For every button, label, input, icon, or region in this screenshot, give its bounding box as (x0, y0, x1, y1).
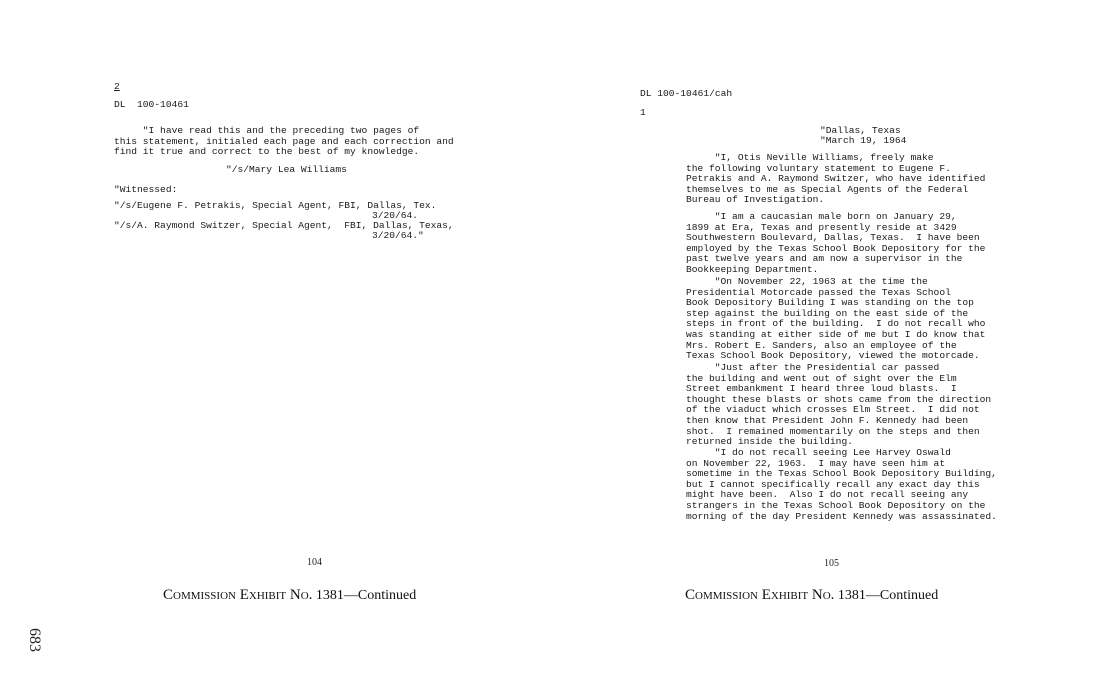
right-page-number: 105 (824, 558, 839, 569)
right-page-mark: 1 (640, 107, 646, 118)
witness-1: "/s/Eugene F. Petrakis, Special Agent, FBI, Dallas, Tex. (114, 200, 437, 211)
left-page-number: 104 (307, 557, 322, 568)
left-statement: "I have read this and the preceding two pages of this statement, initialed each page and each correction and find it true and correct to the best of my knowledge. (114, 125, 454, 158)
right-file-number: DL 100-10461/cah (640, 88, 733, 99)
left-caption (163, 587, 416, 604)
left-caption-suffix: 1381—Continued (312, 588, 417, 603)
left-page-mark: 2 (114, 81, 120, 92)
statement-date: "March 19, 1964 (820, 135, 907, 146)
witness-2: "/s/A. Raymond Switzer, Special Agent, FBI, Dallas, Texas, (114, 220, 454, 231)
left-signature: "/s/Mary Lea Williams (226, 164, 347, 175)
statement-place: "Dallas, Texas (820, 125, 901, 136)
right-caption-prefix: Commission Exhibit No. (685, 587, 835, 603)
left-file-number: DL 100-10461 (114, 99, 189, 110)
witness-2-date: 3/20/64." (372, 230, 424, 241)
left-caption-prefix: Commission Exhibit No. (163, 587, 313, 603)
right-caption (685, 587, 938, 604)
statement-paragraph-2: "I am a caucasian male born on January 29, 1899 at Era, Texas and presently reside at 3429 Southwestern Boulevard, Dallas, Texas. I have been employed by the Texas School Book Depository for the past twelve years and am now a supervisor in the Bookkeeping Department. (686, 211, 986, 275)
witness-1-date: 3/20/64. (372, 210, 419, 221)
witnessed-label: "Witnessed: (114, 184, 178, 195)
statement-paragraph-4: "Just after the Presidential car passed the building and went out of sight over the Elm Street embankment I heard three loud blasts. I thought these blasts or shots came from the direction of the viaduct which crosses Elm Street. I did not then know that President John F. Kennedy had been shot. I remained momentarily on the steps and then returned inside the building. (686, 362, 992, 448)
right-caption-suffix: 1381—Continued (834, 588, 939, 603)
statement-paragraph-1: "I, Otis Neville Williams, freely make the following voluntary statement to Eugene F. Petrakis and A. Raymond Switzer, who have identified themselves to me as Special Agents of the Federal Bureau of Investigation. (686, 152, 986, 206)
statement-paragraph-3: "On November 22, 1963 at the time the Presidential Motorcade passed the Texas School Book Depository Building I was standing on the top step against the building on the east side of the steps in front of the building. I do not recall who was standing at either side of me but I do know that Mrs. Robert E. Sanders, also an employee of the Texas School Book Depository, viewed the motorcade. (686, 276, 986, 362)
volume-page-number: 683 (26, 628, 43, 652)
statement-paragraph-5: "I do not recall seeing Lee Harvey Oswald on November 22, 1963. I may have seen him at sometime in the Texas School Book Depository Building, but I cannot specifically recall any exact day this might have been. Also I do not recall seeing any strangers in the Texas School Book Depository on the morning of the day President Kennedy was assassinated. (686, 447, 997, 522)
